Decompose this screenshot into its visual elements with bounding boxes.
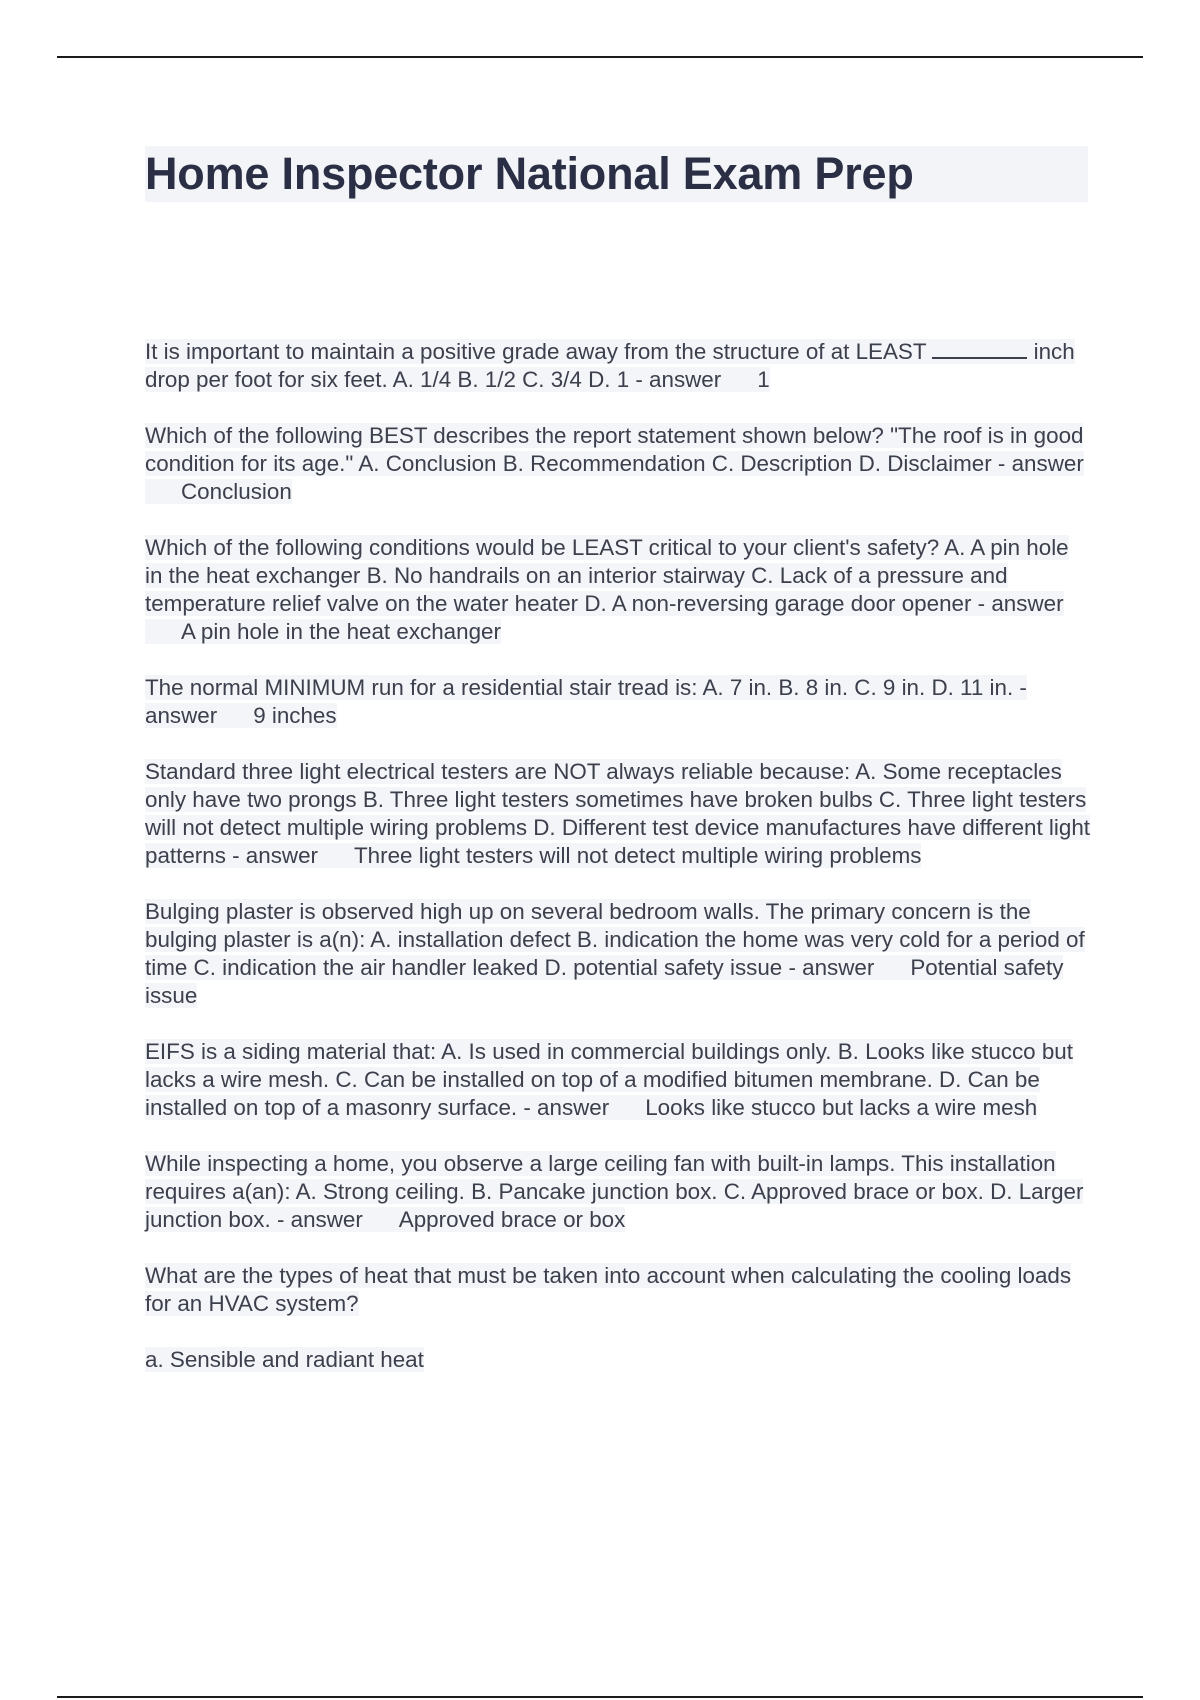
bottom-rule [57, 1696, 1143, 1698]
question-text: What are the types of heat that must be taken into account when calculating the cooling loads for an HVAC system? [145, 1263, 1072, 1316]
question-text: inch drop per foot for six feet. A. 1/4 B. 1/2 C. 3/4 D. 1 - answer [145, 339, 1075, 392]
qa-item-8 [145, 1150, 1090, 1234]
document-title: Home Inspector National Exam Prep [145, 148, 914, 199]
question-text: Which of the following conditions would be LEAST critical to your client's safety? A. A pin hole in the heat exchanger B. No handrails on an interior stairway C. Lack of a pressure and temperature relief valve on the water heater D. A non-reversing garage door opener - answer [145, 535, 1069, 616]
answer-text: Three light testers will not detect multiple wiring problems [353, 843, 922, 868]
qa-item-6 [145, 898, 1090, 1010]
answer-text: Approved brace or box [398, 1207, 626, 1232]
answer-text: Looks like stucco but lacks a wire mesh [645, 1095, 1038, 1120]
answer-text: 1 [757, 367, 770, 392]
answer-text: A pin hole in the heat exchanger [181, 619, 501, 644]
question-text: EIFS is a siding material that: A. Is used in commercial buildings only. B. Looks like stucco but lacks a wire mesh. C. Can be installed on top of a modified bitumen membrane. D. Can be installed on top of a masonry surface. - answer [145, 1039, 1073, 1120]
question-text: It is important to maintain a positive grade away from the structure of at LEAST [145, 339, 927, 364]
qa-list [145, 338, 1090, 1402]
answer-text: 9 inches [253, 703, 337, 728]
answer-option [145, 1346, 1090, 1374]
qa-item-2 [145, 422, 1090, 506]
fill-in-blank [932, 339, 1027, 359]
answer-text: Potential safety issue [145, 955, 1064, 1008]
answer-text: Conclusion [181, 479, 292, 504]
qa-item-3 [145, 534, 1090, 646]
question-text: While inspecting a home, you observe a large ceiling fan with built-in lamps. This installation requires a(an): A. Strong ceiling. B. Pancake junction box. C. Approved brace or box. D. Larger junction box. - answer [145, 1151, 1084, 1232]
top-rule [57, 56, 1143, 58]
question-text: Bulging plaster is observed high up on several bedroom walls. The primary concern is the bulging plaster is a(n): A. installation defect B. indication the home was very cold for a period of time C. indication the air handler leaked D. potential safety issue - answer [145, 899, 1085, 980]
qa-item-4 [145, 674, 1090, 730]
question-text: Standard three light electrical testers are NOT always reliable because: A. Some receptacles only have two prongs B. Three light testers sometimes have broken bulbs C. Three light testers will not detect multiple wiring problems D. Different test device manufactures have different light patterns - answer [145, 759, 1091, 868]
qa-item-5 [145, 758, 1090, 870]
title-block [145, 146, 1088, 202]
qa-item-7 [145, 1038, 1090, 1122]
qa-item-9 [145, 1262, 1090, 1318]
question-text: The normal MINIMUM run for a residential stair tread is: A. 7 in. B. 8 in. C. 9 in. D. 11 in. - answer [145, 675, 1027, 728]
question-text: Which of the following BEST describes the report statement shown below? "The roof is in good condition for its age." A. Conclusion B. Recommendation C. Description D. Disclaimer - answer [145, 423, 1084, 476]
option-text: a. Sensible and radiant heat [145, 1347, 424, 1372]
qa-item-1 [145, 338, 1090, 394]
